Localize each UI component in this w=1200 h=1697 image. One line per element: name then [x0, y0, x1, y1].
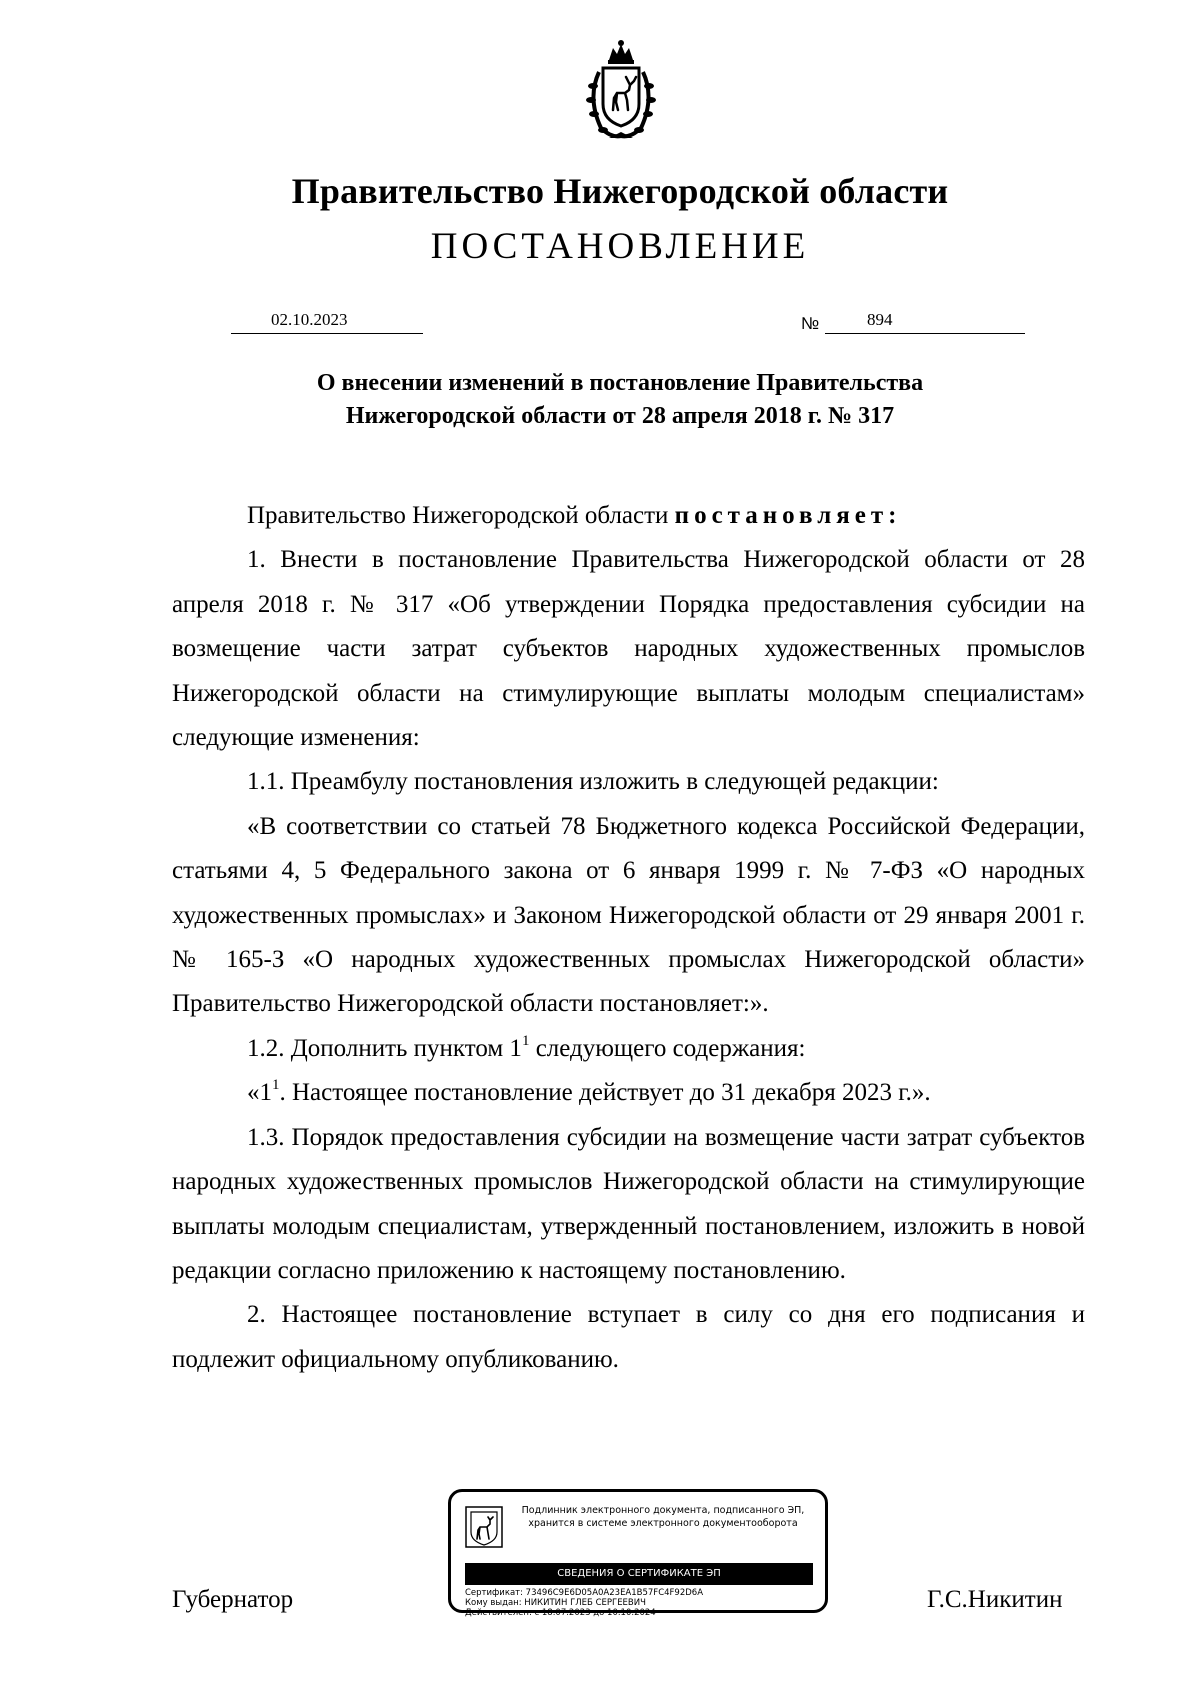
paragraph-1-3: 1.3. Порядок предоставления субсидии на возмещение части затрат субъектов народных художественных промыслов Нижегородской области на стимулирующие выплаты молодым специалистам, утвержденный постановлением, изложить в новой редакции согласно приложению к настоящему постановлению.	[172, 1123, 1085, 1284]
certificate-validity: Действителен: с 18.07.2023 до 10.10.2024	[465, 1608, 656, 1618]
p1-2-superscript: 1	[521, 1032, 530, 1049]
paragraph-2: 2. Настоящее постановление вступает в силу со дня его подписания и подлежит официальному опубликованию.	[172, 1301, 1085, 1373]
stamp-line-1: Подлинник электронного документа, подписанного ЭП,	[521, 1505, 805, 1516]
document-type-heading: ПОСТАНОВЛЕНИЕ	[430, 226, 810, 267]
document-date: 02.10.2023	[231, 310, 423, 334]
subject-line-1: О внесении изменений в постановление Правительства	[316, 370, 924, 396]
certificate-owner: Кому выдан: НИКИТИН ГЛЕБ СЕРГЕЕВИЧ	[465, 1598, 646, 1608]
signatory-role: Губернатор	[172, 1586, 294, 1613]
paragraph-1-1: 1.1. Преамбулу постановления изложить в следующей редакции:	[247, 768, 939, 796]
intro-verb: постановляет:	[674, 502, 902, 529]
subject-line-2: Нижегородской области от 28 апреля 2018 г. № 317	[345, 403, 895, 429]
stamp-header	[507, 1504, 819, 1530]
p1-2-quote-suffix: . Настоящее постановление действует до 31 декабря 2023 г.».	[279, 1079, 931, 1107]
paragraph-1-2-quote	[172, 1071, 1085, 1115]
p1-2-suffix: следующего содержания:	[529, 1034, 806, 1062]
p1-2-quote-superscript: 1	[272, 1076, 280, 1093]
document-body	[172, 494, 1085, 1382]
organization-title: Правительство Нижегородской области	[291, 171, 949, 211]
certificate-id: Сертификат: 73496C9E6D05A0A23EA1B57FC4F92D6A	[465, 1588, 704, 1598]
stamp-line-2: хранится в системе электронного документооборота	[528, 1518, 798, 1529]
paragraph-1: 1. Внести в постановление Правительства Нижегородской области от 28 апреля 2018 г. № 317 «Об утверждении Порядка предоставления субсидии на возмещение части затрат субъектов народных художественных промыслов Нижегородской области на стимулирующие выплаты молодым специалистам» следующие изменения:	[172, 546, 1085, 752]
intro-prefix: Правительство Нижегородской области	[247, 502, 669, 529]
document-number: 894	[825, 310, 1025, 334]
paragraph-1-1-quote: «В соответствии со статьей 78 Бюджетного кодекса Российской Федерации, статьями 4, 5 Федерального закона от 6 января 1999 г. № 7-ФЗ «О народных художественных промыслах» и Законом Нижегородской области от 29 января 2001 г. № 165-З «О народных художественных промыслах Нижегородской области» Правительство Нижегородской области постановляет:».	[172, 812, 1085, 1018]
coat-of-arms-emblem	[579, 38, 663, 144]
document-subject	[170, 367, 1070, 433]
intro-paragraph	[172, 494, 1085, 538]
deer-emblem-icon	[465, 1506, 503, 1548]
p1-2-quote-prefix: «1	[247, 1079, 272, 1107]
p1-2-prefix: 1.2. Дополнить пунктом 1	[247, 1034, 522, 1062]
number-label: №	[801, 314, 820, 333]
certificate-details	[465, 1588, 703, 1618]
certificate-info-bar: СВЕДЕНИЯ О СЕРТИФИКАТЕ ЭП	[465, 1563, 813, 1585]
signatory-name: Г.С.Никитин	[927, 1586, 1063, 1613]
paragraph-1-2	[172, 1027, 1085, 1071]
electronic-signature-stamp	[448, 1489, 828, 1618]
